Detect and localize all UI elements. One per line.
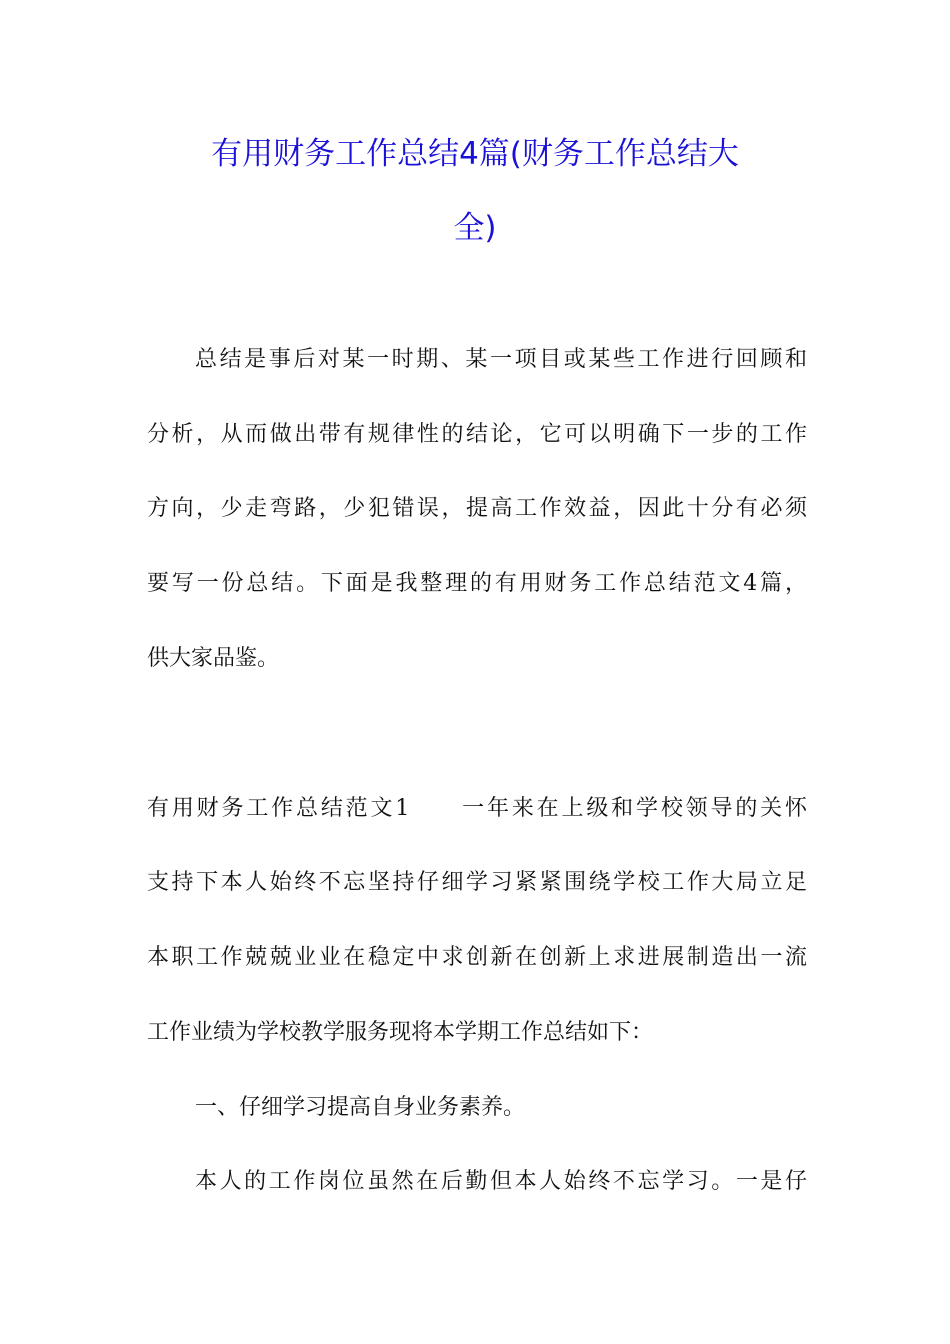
section-heading: 有用财务工作总结范文1: [147, 796, 410, 821]
section-first-line-text: 一年来在上级和学校领导的关怀: [459, 796, 807, 821]
section-line-4: 工作业绩为学校教学服务现将本学期工作总结如下：: [147, 1020, 654, 1045]
intro-line-3: 方向，少走弯路，少犯错误，提高工作效益，因此十分有必须: [147, 496, 807, 521]
intro-line-1: 总结是事后对某一时期、某一项目或某些工作进行回顾和: [195, 347, 807, 372]
body-line-last: 本人的工作岗位虽然在后勤但本人始终不忘学习。一是仔: [195, 1169, 807, 1194]
document-title-line-2: 全): [453, 210, 497, 246]
section-first-line: [147, 794, 807, 824]
section-line-2: 支持下本人始终不忘坚持仔细学习紧紧围绕学校工作大局立足: [147, 870, 807, 895]
subheading: 一、仔细学习提高自身业务素养。: [195, 1095, 526, 1120]
intro-line-4: 要写一份总结。下面是我整理的有用财务工作总结范文4篇，: [147, 571, 807, 596]
intro-line-5: 供大家品鉴。: [147, 646, 280, 671]
document-title-line-1: 有用财务工作总结4篇(财务工作总结大: [211, 136, 739, 172]
section-line-3: 本职工作兢兢业业在稳定中求创新在创新上求进展制造出一流: [147, 945, 807, 970]
intro-line-2: 分析，从而做出带有规律性的结论，它可以明确下一步的工作: [147, 422, 807, 447]
